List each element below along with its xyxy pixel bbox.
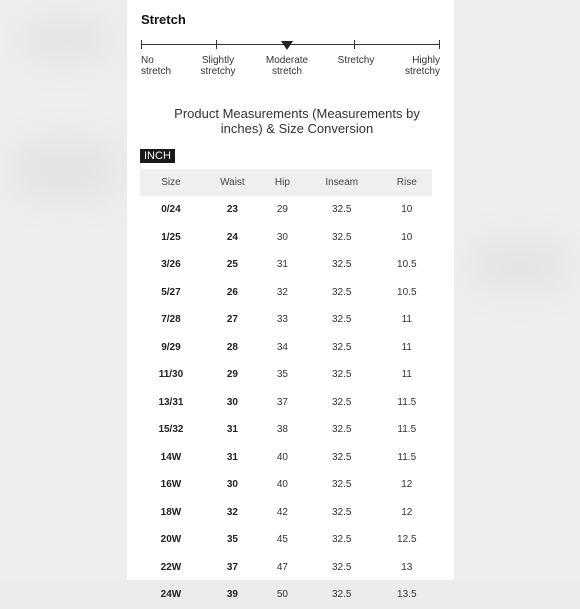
- cell-size: 1/25: [161, 231, 181, 243]
- cell-rise: 11.5: [397, 396, 417, 408]
- stretch-label-highly: Highly stretchy: [404, 55, 440, 77]
- table-row: [140, 499, 432, 527]
- cell-size: 20W: [160, 534, 182, 546]
- cell-size: 3/26: [161, 259, 181, 271]
- table-row: [140, 389, 432, 417]
- cell-size: 9/29: [161, 341, 181, 353]
- table-row: [140, 306, 432, 334]
- cell-rise: 10: [401, 231, 413, 243]
- table-header-row: [140, 169, 432, 196]
- cell-waist: 32: [226, 506, 238, 518]
- table-row: [140, 554, 432, 582]
- cell-rise: 10: [401, 204, 413, 216]
- cell-waist: 26: [226, 286, 238, 298]
- stretch-label-stretchy: Stretchy: [337, 55, 375, 66]
- table-row: [140, 196, 432, 224]
- cell-waist: 30: [226, 479, 238, 491]
- cell-inseam: 32.5: [331, 396, 352, 408]
- stretch-tick: [354, 40, 355, 49]
- cell-size: 18W: [160, 506, 182, 518]
- cell-inseam: 32.5: [331, 424, 352, 436]
- cell-rise: 12.5: [397, 534, 417, 546]
- cell-hip: 38: [276, 424, 288, 436]
- table-row: [140, 416, 432, 444]
- stretch-label-moderate: Moderate stretch: [265, 55, 309, 77]
- stretch-selected-marker: [281, 41, 293, 50]
- table-row: [140, 224, 432, 252]
- cell-hip: 37: [276, 396, 288, 408]
- cell-rise: 11: [401, 369, 412, 381]
- background-blur: [20, 20, 110, 60]
- cell-inseam: 32.5: [331, 451, 352, 463]
- table-row: [140, 581, 432, 609]
- cell-hip: 31: [276, 259, 288, 271]
- cell-size: 24W: [160, 589, 182, 601]
- cell-waist: 28: [226, 341, 238, 353]
- cell-waist: 25: [226, 259, 238, 271]
- cell-inseam: 32.5: [331, 506, 352, 518]
- cell-size: 11/30: [158, 369, 184, 381]
- cell-hip: 32: [276, 286, 288, 298]
- cell-size: 15/32: [158, 424, 184, 436]
- cell-size: 16W: [160, 479, 182, 491]
- stretch-label-slightly: Slightly stretchy: [200, 55, 236, 77]
- cell-hip: 30: [276, 231, 288, 243]
- cell-size: 14W: [160, 451, 182, 463]
- cell-inseam: 32.5: [331, 341, 352, 353]
- cell-rise: 13: [401, 561, 413, 573]
- cell-inseam: 32.5: [331, 204, 352, 216]
- cell-hip: 47: [276, 561, 288, 573]
- background-blur: [470, 240, 570, 290]
- cell-inseam: 32.5: [331, 231, 352, 243]
- cell-rise: 12: [401, 479, 413, 491]
- right-background: [454, 0, 580, 580]
- cell-hip: 34: [276, 341, 288, 353]
- stretch-tick: [141, 40, 142, 49]
- column-header-rise: Rise: [382, 169, 432, 196]
- cell-hip: 45: [276, 534, 288, 546]
- cell-hip: 40: [276, 479, 288, 491]
- cell-waist: 23: [226, 204, 238, 216]
- cell-rise: 11.5: [397, 424, 417, 436]
- cell-rise: 13.5: [397, 589, 417, 601]
- cell-rise: 10.5: [397, 259, 417, 271]
- stretch-label-no: No stretch: [141, 55, 172, 77]
- column-header-hip: Hip: [263, 169, 302, 196]
- cell-hip: 42: [276, 506, 288, 518]
- cell-hip: 50: [276, 589, 288, 601]
- cell-waist: 39: [226, 589, 238, 601]
- stretch-tick: [216, 40, 217, 49]
- cell-hip: 33: [276, 314, 288, 326]
- left-background: [0, 0, 127, 580]
- cell-rise: 12: [401, 506, 413, 518]
- table-row: [140, 471, 432, 499]
- table-row: [140, 526, 432, 554]
- cell-waist: 29: [226, 369, 238, 381]
- size-chart-card: [127, 0, 454, 601]
- cell-waist: 24: [226, 231, 238, 243]
- cell-waist: 31: [226, 451, 238, 463]
- unit-badge: INCH: [140, 149, 175, 163]
- cell-rise: 11: [401, 314, 412, 326]
- cell-inseam: 32.5: [331, 259, 352, 271]
- column-header-inseam: Inseam: [302, 169, 382, 196]
- stretch-title: Stretch: [141, 12, 186, 27]
- cell-inseam: 32.5: [331, 286, 352, 298]
- cell-waist: 35: [226, 534, 238, 546]
- cell-size: 7/28: [161, 314, 181, 326]
- table-row: [140, 334, 432, 362]
- cell-hip: 40: [276, 451, 288, 463]
- column-header-waist: Waist: [202, 169, 263, 196]
- cell-size: 5/27: [161, 286, 181, 298]
- cell-hip: 29: [276, 204, 288, 216]
- cell-inseam: 32.5: [331, 369, 352, 381]
- column-header-size: Size: [140, 169, 202, 196]
- size-table: [140, 169, 432, 609]
- cell-inseam: 32.5: [331, 534, 352, 546]
- cell-waist: 31: [226, 424, 238, 436]
- cell-inseam: 32.5: [331, 479, 352, 491]
- cell-waist: 27: [226, 314, 238, 326]
- cell-inseam: 32.5: [331, 589, 352, 601]
- cell-inseam: 32.5: [331, 314, 352, 326]
- background-blur: [10, 140, 120, 200]
- cell-rise: 11: [401, 341, 412, 353]
- table-row: [140, 251, 432, 279]
- stretch-tick: [439, 40, 440, 49]
- cell-size: 22W: [160, 561, 182, 573]
- table-row: [140, 444, 432, 472]
- cell-rise: 11.5: [397, 451, 417, 463]
- measurements-title: Product Measurements (Measurements by inches) & Size Conversion: [174, 106, 420, 136]
- cell-inseam: 32.5: [331, 561, 352, 573]
- cell-rise: 10.5: [397, 286, 417, 298]
- cell-size: 0/24: [161, 204, 181, 216]
- cell-hip: 35: [276, 369, 288, 381]
- cell-waist: 30: [226, 396, 238, 408]
- table-row: [140, 361, 432, 389]
- cell-waist: 37: [226, 561, 238, 573]
- table-row: [140, 279, 432, 307]
- cell-size: 13/31: [158, 396, 184, 408]
